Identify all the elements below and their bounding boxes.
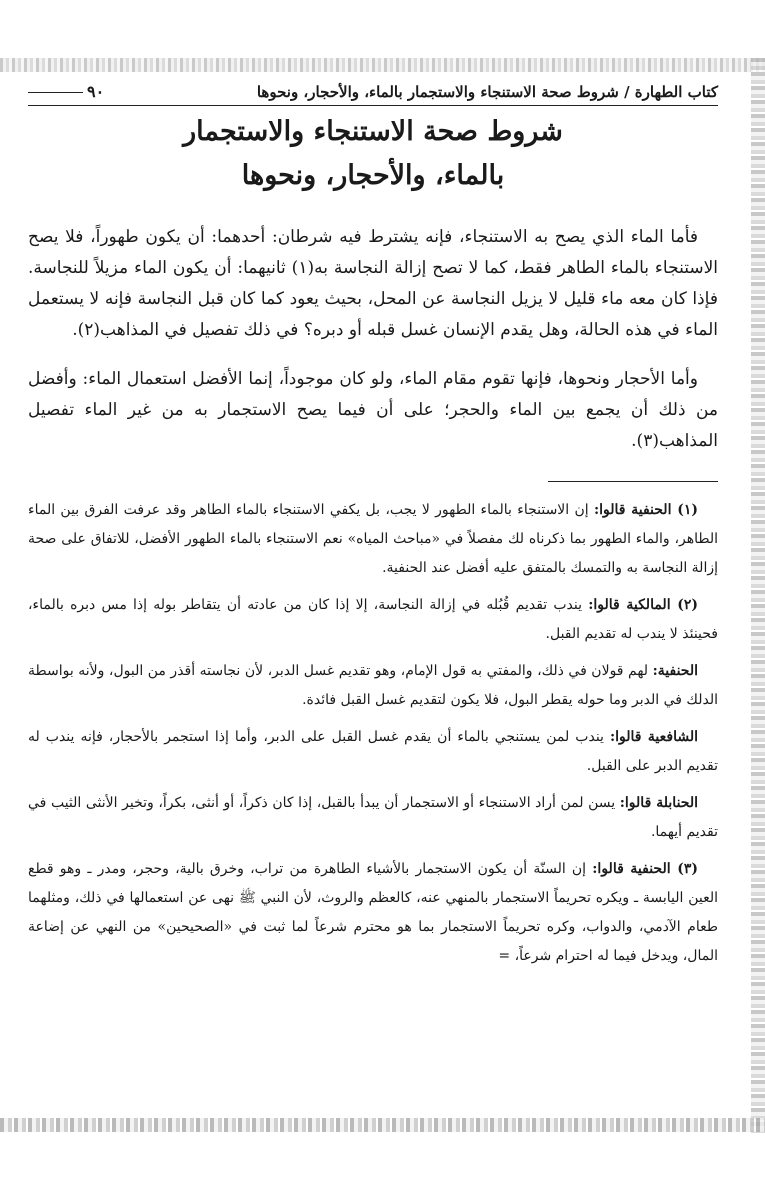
footnote-2-shafii-lead: الشافعية قالوا:: [609, 729, 699, 745]
footnote-1-text: إن الاستنجاء بالماء الطهور لا يجب، بل يكفي الاستنجاء بالماء الطاهر وقد عرفت الفرق بين الماء الطاهر، والماء الطهور بما ذكرناه لك مفصلاً في «مباحث المياه» نعم الاستنجاء بالماء الطهور الأفضل، للاتفاق على صحة إزالة النجاسة به والتمسك بالمتفق عليه أفضل عند الحنفية.: [28, 502, 718, 576]
footnote-3: [28, 855, 718, 971]
footnote-1-lead: (١) الحنفية قالوا:: [593, 502, 698, 518]
running-header: [28, 82, 718, 101]
footnote-1: [28, 496, 718, 583]
footnote-2-maliki-text: يندب تقديم قُبُله في إزالة النجاسة، إلا إذا كان من عادته أن يتقاطر بوله إذا مس دبره بالماء، فحينئذ لا يندب له تقديم القبل.: [28, 597, 718, 642]
footnote-2-shafii-text: يندب لمن يستنجي بالماء أن يقدم غسل القبل على الدبر، وأما إذا استجمر بالأحجار، فإنه يندب له تقديم الدبر على القبل.: [28, 729, 718, 774]
footnote-2-hanbali: [28, 789, 718, 847]
footnote-2-shafii: [28, 723, 718, 781]
header-rule: [28, 105, 718, 106]
footnote-2-hanafi: [28, 657, 718, 715]
footnote-2-maliki-lead: (٢) المالكية قالوا:: [588, 597, 698, 613]
paragraph-water-conditions: فأما الماء الذي يصح به الاستنجاء، فإنه يشترط فيه شرطان: أحدهما: أن يكون طهوراً، فلا يصح الاستنجاء بالماء الطاهر فقط، كما لا تصح إزالة النجاسة به(١) ثانيهما: أن يكون الماء مزيلاً للنجاسة. فإذا كان معه ماء قليل لا يزيل النجاسة عن المحل، بحيث يعود كما كان قبل النجاسة فإنه لا يستعمل الماء في هذه الحالة، وهل يقدم الإنسان غسل قبله أو دبره؟ في ذلك تفصيل في المذاهب(٢).: [28, 227, 718, 340]
footnote-2-hanafi-text: لهم قولان في ذلك، والمفتي به قول الإمام، وهو تقديم غسل الدبر، لأن نجاسته أقذر من البول، ولأنه بواسطة الدلك في الدبر وما حوله يقطر البول، فلا يكون لتقديم غسل القبل فائدة.: [28, 663, 718, 708]
footnote-2-maliki: [28, 591, 718, 649]
paragraph-stones: وأما الأحجار ونحوها، فإنها تقوم مقام الماء، ولو كان موجوداً، إنما الأفضل استعمال الماء: وأفضل من ذلك أن يجمع بين الماء والحجر؛ على أن فيما يصح الاستجمار به من غير الماء تفصيل المذاهب(٣).: [28, 369, 718, 451]
decorative-border-top: [0, 58, 765, 72]
section-title-line-1: شروط صحة الاستنجاء والاستجمار: [183, 116, 563, 147]
running-title: كتاب الطهارة / شروط صحة الاستنجاء والاستجمار بالماء، والأحجار، ونحوها: [256, 83, 718, 101]
footnote-3-lead: (٣) الحنفية قالوا:: [592, 861, 698, 877]
footnote-3-text: إن السنّة أن يكون الاستجمار بالأشياء الطاهرة من تراب، وخرق بالية، وحجر، ومدر ـ وهو قطع العين اليابسة ـ ويكره تحريماً الاستجمار بالمنهي عنه، كالعظم والروث، لأن النبي ﷺ نهى عن استعمالها في ذلك، ومثلهما طعام الآدمي، والدواب، وكره تحريماً الاستجمار بما هو محترم شرعاً لما ثبت في «الصحيحين» من النهي عن إضاعة المال، ويدخل فيما له احترام شرعاً، =: [28, 861, 718, 964]
book-page: [28, 82, 718, 971]
decorative-border-right: [751, 58, 765, 1133]
footnote-2-hanafi-lead: الحنفية:: [652, 663, 698, 679]
footnote-2-hanbali-lead: الحنابلة قالوا:: [619, 795, 698, 811]
section-title: [28, 110, 718, 198]
page-number: ٩٠: [28, 82, 104, 101]
footnote-2-hanbali-text: يسن لمن أراد الاستنجاء أو الاستجمار أن يبدأ بالقبل، إذا كان ذكراً، أو أنثى، بكراً، وتخير الأنثى الثيب في تقديم أيهما.: [28, 795, 718, 840]
decorative-border-bottom: [0, 1118, 765, 1132]
section-title-line-2: بالماء، والأحجار، ونحوها: [241, 160, 505, 191]
footnote-separator: [548, 481, 718, 482]
